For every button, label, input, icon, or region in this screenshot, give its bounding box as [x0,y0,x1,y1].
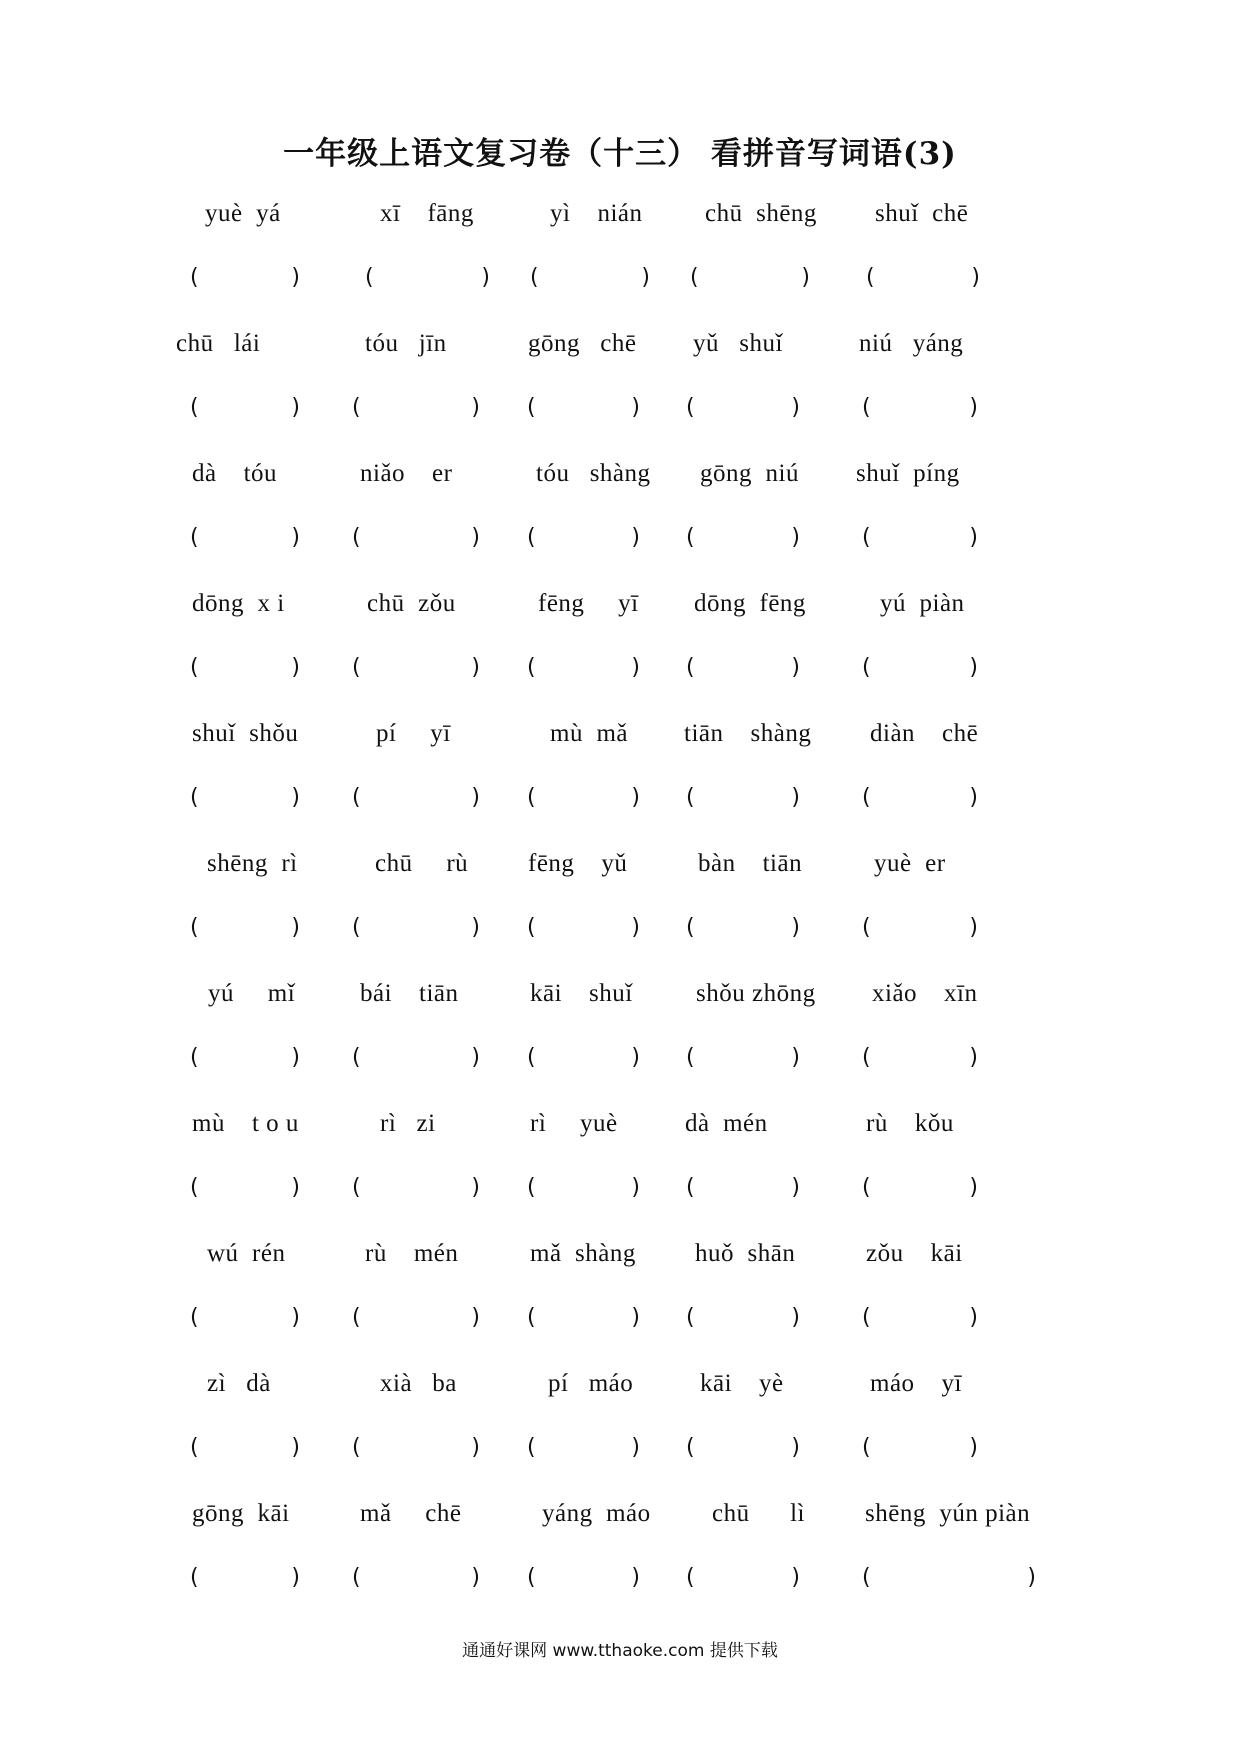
close-paren: ) [291,525,300,550]
pinyin-row [0,460,1240,500]
close-paren: ) [631,655,640,680]
close-paren: ) [631,1565,640,1590]
answer-blank[interactable] [352,1045,480,1077]
open-paren: ( [190,785,199,810]
open-paren: ( [862,1175,871,1200]
open-paren: ( [352,1565,361,1590]
open-paren: ( [686,915,695,940]
close-paren: ) [969,785,978,810]
answer-blank[interactable] [352,1305,480,1337]
open-paren: ( [190,1045,199,1070]
answer-blank[interactable] [690,265,810,297]
answer-blank[interactable] [352,915,480,947]
answer-blank[interactable] [527,915,640,947]
close-paren: ) [291,265,300,290]
close-paren: ) [631,915,640,940]
open-paren: ( [862,1565,871,1590]
close-paren: ) [791,395,800,420]
open-paren: ( [352,395,361,420]
answer-blank[interactable] [352,785,480,817]
close-paren: ) [791,1435,800,1460]
close-paren: ) [631,1305,640,1330]
answer-blank[interactable] [862,915,978,947]
open-paren: ( [527,655,536,680]
close-paren: ) [631,1045,640,1070]
answer-blank[interactable] [862,1305,978,1337]
close-paren: ) [471,1435,480,1460]
answer-blank[interactable] [686,655,800,687]
pinyin-word: shuǐ píng [856,460,960,487]
open-paren: ( [527,1565,536,1590]
pinyin-word: chū lì [712,1500,805,1527]
close-paren: ) [291,1435,300,1460]
answer-blank[interactable] [527,1435,640,1467]
answer-blank[interactable] [862,1565,1036,1597]
open-paren: ( [686,1305,695,1330]
answer-blank[interactable] [862,1045,978,1077]
pinyin-word: shuǐ shǒu [192,720,299,747]
pinyin-row [0,850,1240,890]
close-paren: ) [791,655,800,680]
open-paren: ( [686,655,695,680]
pinyin-word: mù mǎ [550,720,628,747]
pinyin-word: kāi yè [700,1370,784,1397]
answer-blank[interactable] [527,395,640,427]
close-paren: ) [631,395,640,420]
pinyin-word: rì yuè [530,1110,618,1137]
answer-blank[interactable] [686,1305,800,1337]
answer-blank[interactable] [190,1045,300,1077]
answer-row [0,265,1240,305]
pinyin-word: rì zi [380,1110,436,1137]
open-paren: ( [527,1045,536,1070]
answer-row [0,395,1240,435]
pinyin-row [0,980,1240,1020]
answer-row [0,785,1240,825]
open-paren: ( [690,265,699,290]
answer-blank[interactable] [527,1565,640,1597]
answer-blank[interactable] [190,785,300,817]
answer-blank[interactable] [686,395,800,427]
open-paren: ( [862,655,871,680]
answer-blank[interactable] [365,265,490,297]
close-paren: ) [969,1175,978,1200]
pinyin-word: niú yáng [859,330,964,357]
pinyin-word: dōng x i [192,590,285,617]
open-paren: ( [686,525,695,550]
close-paren: ) [969,655,978,680]
answer-blank[interactable] [527,1045,640,1077]
answer-blank[interactable] [527,655,640,687]
open-paren: ( [190,395,199,420]
close-paren: ) [1027,1565,1036,1590]
close-paren: ) [291,1045,300,1070]
close-paren: ) [791,1565,800,1590]
answer-blank[interactable] [686,915,800,947]
answer-blank[interactable] [527,785,640,817]
close-paren: ) [791,915,800,940]
answer-row [0,525,1240,565]
answer-blank[interactable] [686,785,800,817]
close-paren: ) [791,785,800,810]
open-paren: ( [352,1175,361,1200]
answer-blank[interactable] [190,655,300,687]
pinyin-word: chū lái [176,330,261,357]
open-paren: ( [862,1305,871,1330]
open-paren: ( [352,915,361,940]
open-paren: ( [527,525,536,550]
close-paren: ) [969,1305,978,1330]
open-paren: ( [365,265,374,290]
pinyin-word: wú rén [207,1240,286,1267]
close-paren: ) [969,395,978,420]
answer-blank[interactable] [352,525,480,557]
pinyin-word: shǒu zhōng [696,980,816,1007]
answer-row [0,915,1240,955]
pinyin-row [0,1240,1240,1280]
pinyin-word: xiǎo xīn [872,980,978,1007]
answer-row [0,1045,1240,1085]
open-paren: ( [190,655,199,680]
pinyin-row [0,720,1240,760]
open-paren: ( [686,1045,695,1070]
open-paren: ( [527,1435,536,1460]
close-paren: ) [471,655,480,680]
answer-blank[interactable] [190,1435,300,1467]
close-paren: ) [641,265,650,290]
pinyin-word: yuè yá [205,200,281,227]
close-paren: ) [971,265,980,290]
answer-row [0,1175,1240,1215]
close-paren: ) [471,915,480,940]
open-paren: ( [862,525,871,550]
answer-blank[interactable] [352,655,480,687]
footer-credit: 通通好课网 www.tthaoke.com 提供下载 [462,1641,778,1661]
pinyin-row [0,590,1240,630]
open-paren: ( [352,525,361,550]
pinyin-word: yuè er [874,850,946,877]
answer-blank[interactable] [527,525,640,557]
close-paren: ) [969,525,978,550]
close-paren: ) [291,915,300,940]
open-paren: ( [527,395,536,420]
answer-blank[interactable] [352,1565,480,1597]
answer-blank[interactable] [190,525,300,557]
pinyin-word: shuǐ chē [875,200,969,227]
open-paren: ( [190,265,199,290]
close-paren: ) [969,915,978,940]
answer-blank[interactable] [190,1305,300,1337]
answer-blank[interactable] [862,655,978,687]
close-paren: ) [791,1045,800,1070]
close-paren: ) [471,1565,480,1590]
answer-blank[interactable] [190,395,300,427]
close-paren: ) [481,265,490,290]
open-paren: ( [352,1045,361,1070]
pinyin-row [0,1370,1240,1410]
pinyin-word: yǔ shuǐ [693,330,783,357]
answer-blank[interactable] [862,1175,978,1207]
answer-blank[interactable] [530,265,650,297]
answer-blank[interactable] [352,395,480,427]
open-paren: ( [686,1565,695,1590]
answer-row [0,655,1240,695]
pinyin-word: dōng fēng [694,590,806,617]
close-paren: ) [471,1175,480,1200]
pinyin-row [0,330,1240,370]
close-paren: ) [631,525,640,550]
answer-blank[interactable] [686,1435,800,1467]
answer-blank[interactable] [686,1565,800,1597]
pinyin-word: yú piàn [880,590,965,617]
pinyin-word: mù t o u [192,1110,299,1137]
open-paren: ( [190,1565,199,1590]
answer-blank[interactable] [190,1175,300,1207]
pinyin-word: fēng yī [538,590,639,617]
page-title: 一年级上语文复习卷（十三） 看拼音写词语(3) [283,136,957,172]
pinyin-word: diàn chē [870,720,979,747]
open-paren: ( [862,395,871,420]
pinyin-word: shēng rì [207,850,298,877]
pinyin-word: pí máo [548,1370,634,1397]
answer-blank[interactable] [686,1045,800,1077]
answer-blank[interactable] [866,265,980,297]
answer-blank[interactable] [190,915,300,947]
open-paren: ( [686,1175,695,1200]
answer-blank[interactable] [862,395,978,427]
close-paren: ) [471,785,480,810]
open-paren: ( [862,785,871,810]
pinyin-word: máo yī [870,1370,962,1397]
close-paren: ) [291,1175,300,1200]
pinyin-word: xià ba [380,1370,457,1397]
close-paren: ) [791,1305,800,1330]
open-paren: ( [352,1435,361,1460]
answer-blank[interactable] [686,525,800,557]
pinyin-word: tóu jīn [365,330,447,357]
answer-blank[interactable] [352,1435,480,1467]
pinyin-word: shēng yún piàn [865,1500,1031,1527]
open-paren: ( [352,655,361,680]
pinyin-word: rù kǒu [866,1110,954,1137]
open-paren: ( [352,785,361,810]
open-paren: ( [530,265,539,290]
close-paren: ) [471,1305,480,1330]
pinyin-word: mǎ shàng [530,1240,636,1267]
close-paren: ) [969,1435,978,1460]
open-paren: ( [190,1435,199,1460]
pinyin-word: yì nián [550,200,643,227]
pinyin-word: dà tóu [192,460,278,487]
answer-row [0,1565,1240,1605]
close-paren: ) [631,1435,640,1460]
answer-blank[interactable] [190,265,300,297]
open-paren: ( [862,1045,871,1070]
open-paren: ( [862,1435,871,1460]
pinyin-word: chū zǒu [367,590,456,617]
open-paren: ( [527,915,536,940]
close-paren: ) [291,655,300,680]
open-paren: ( [190,1305,199,1330]
pinyin-word: xī fāng [380,200,474,227]
answer-row [0,1305,1240,1345]
answer-blank[interactable] [862,785,978,817]
pinyin-word: pí yī [376,720,451,747]
pinyin-word: yáng máo [542,1500,651,1527]
pinyin-word: gōng kāi [192,1500,290,1527]
pinyin-word: zǒu kāi [866,1240,963,1267]
pinyin-word: huǒ shān [695,1240,796,1267]
pinyin-word: mǎ chē [360,1500,462,1527]
close-paren: ) [801,265,810,290]
answer-blank[interactable] [190,1565,300,1597]
pinyin-word: zì dà [207,1370,271,1397]
pinyin-word: chū shēng [705,200,817,227]
close-paren: ) [291,785,300,810]
pinyin-word: gōng niú [700,460,799,487]
pinyin-word: yú mǐ [208,980,296,1007]
pinyin-word: bàn tiān [698,850,803,877]
pinyin-word: rù mén [365,1240,459,1267]
close-paren: ) [631,785,640,810]
open-paren: ( [686,395,695,420]
close-paren: ) [471,395,480,420]
open-paren: ( [527,785,536,810]
pinyin-word: bái tiān [360,980,459,1007]
open-paren: ( [866,265,875,290]
close-paren: ) [471,1045,480,1070]
pinyin-row [0,1500,1240,1540]
open-paren: ( [527,1175,536,1200]
close-paren: ) [291,1305,300,1330]
open-paren: ( [862,915,871,940]
pinyin-word: tóu shàng [536,460,651,487]
answer-blank[interactable] [352,1175,480,1207]
pinyin-word: chū rù [375,850,469,877]
answer-blank[interactable] [862,1435,978,1467]
pinyin-word: tiān shàng [684,720,812,747]
answer-blank[interactable] [686,1175,800,1207]
close-paren: ) [791,525,800,550]
close-paren: ) [291,1565,300,1590]
pinyin-word: gōng chē [528,330,637,357]
open-paren: ( [686,1435,695,1460]
answer-blank[interactable] [527,1175,640,1207]
pinyin-word: dà mén [685,1110,768,1137]
answer-blank[interactable] [862,525,978,557]
pinyin-word: kāi shuǐ [530,980,633,1007]
close-paren: ) [791,1175,800,1200]
open-paren: ( [686,785,695,810]
pinyin-row [0,1110,1240,1150]
close-paren: ) [291,395,300,420]
pinyin-row [0,200,1240,240]
open-paren: ( [352,1305,361,1330]
close-paren: ) [631,1175,640,1200]
close-paren: ) [471,525,480,550]
answer-row [0,1435,1240,1475]
open-paren: ( [527,1305,536,1330]
open-paren: ( [190,1175,199,1200]
pinyin-word: niǎo er [360,460,453,487]
close-paren: ) [969,1045,978,1070]
answer-blank[interactable] [527,1305,640,1337]
open-paren: ( [190,915,199,940]
pinyin-word: fēng yǔ [528,850,628,877]
open-paren: ( [190,525,199,550]
